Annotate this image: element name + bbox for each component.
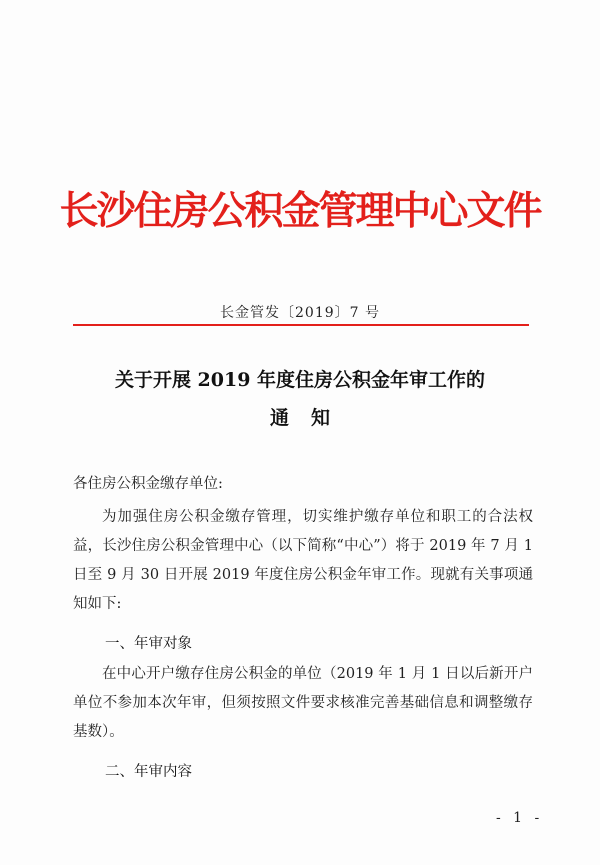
salutation: 各住房公积金缴存单位: [73, 476, 223, 492]
paragraph-intro: 为加强住房公积金缴存管理，切实维护缴存单位和职工的合法权益，长沙住房公积金管理中心（以下简称“中心”）将于 2019 年 7 月 1 日至 9 月 30 日开展 2019 年度住房公积金年审工作。现就有关事项通知如下: [73, 509, 533, 612]
document-number: 长金管发〔2019〕7 号 [220, 305, 380, 321]
section-heading-2: 二、年审内容 [105, 764, 192, 780]
page-number: - 1 - [496, 810, 544, 826]
paragraph-audit-targets: 在中心开户缴存住房公积金的单位（2019 年 1 月 1 日以后新开户单位不参加本次年审，但须按照文件要求核准完善基础信息和调整缴存基数）。 [73, 666, 533, 740]
red-divider-line [73, 324, 529, 326]
notice-title: 关于开展 2019 年度住房公积金年审工作的 [114, 369, 486, 391]
notice-subtitle: 通知 [269, 407, 352, 429]
issuer-title: 长沙住房公积金管理中心文件 [59, 189, 541, 234]
section-heading-1: 一、年审对象 [105, 636, 192, 652]
